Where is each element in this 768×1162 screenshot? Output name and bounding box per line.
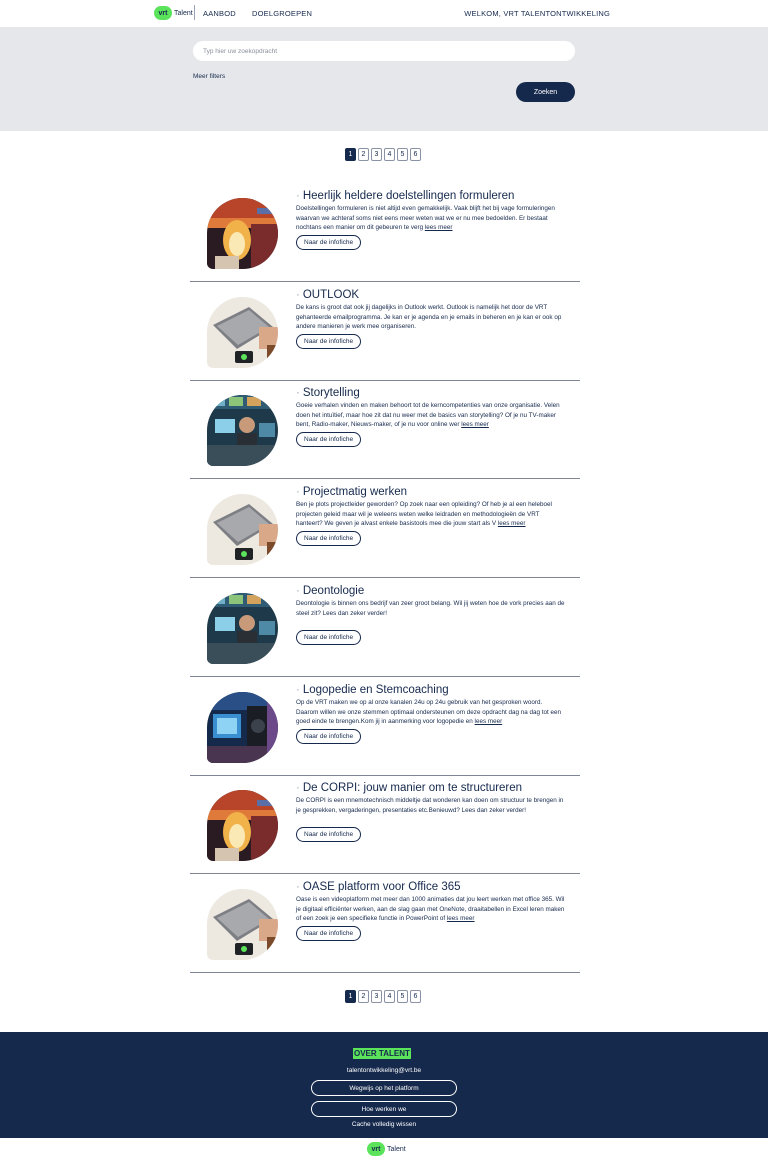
list-item: [190, 282, 580, 381]
nav-link-aanbod[interactable]: AANBOD: [203, 9, 236, 18]
studio-icon[interactable]: [207, 593, 278, 664]
list-item: [190, 183, 580, 282]
page-button-4[interactable]: 4: [384, 148, 395, 161]
footer-title: OVER TALENT: [354, 1049, 410, 1058]
infofiche-button[interactable]: Naar de infofiche: [296, 334, 361, 349]
item-description: [296, 500, 566, 529]
page-button-2[interactable]: 2: [358, 148, 369, 161]
infofiche-button[interactable]: Naar de infofiche: [296, 630, 361, 645]
infofiche-button[interactable]: Naar de infofiche: [296, 827, 361, 842]
list-item: [190, 380, 580, 479]
pagination-bottom: [345, 990, 421, 1003]
item-description-text: Doelstellingen formuleren is niet altijd even gemakkelijk. Vaak blijft het bij vage formuleringen waarvan we achteraf soms niet eens meer weten wat we er nu mee bedoelden. Er bestaat nochtans een manier om dit gebeuren te verg: [296, 205, 555, 232]
page-button-3[interactable]: 3: [371, 990, 382, 1003]
page-button-4[interactable]: 4: [384, 990, 395, 1003]
item-description-text: De kans is groot dat ook jij dagelijks in Outlook werkt. Outlook is namelijk het door de VRT gehanteerde emailprogramma. Je kan er je agenda en je emails in beheren en je kan er ook op andere manieren je werk mee organiseren.: [296, 304, 562, 331]
logo-text: Talent: [174, 9, 193, 17]
infofiche-button[interactable]: Naar de infofiche: [296, 432, 361, 447]
search-section: [0, 27, 768, 131]
bottom-logo[interactable]: [367, 1142, 406, 1156]
list-item: [190, 874, 580, 973]
welcome-user-link[interactable]: WELKOM, VRT TALENTONTWIKKELING: [464, 9, 610, 18]
infofiche-button[interactable]: Naar de infofiche: [296, 235, 361, 250]
item-description: [296, 698, 566, 727]
pagination-top: [345, 148, 421, 161]
page-button-1[interactable]: 1: [345, 148, 356, 161]
list-item: [190, 677, 580, 776]
footer-email-link[interactable]: talentontwikkeling@vrt.be: [346, 1067, 422, 1074]
item-description-text: Goeie verhalen vinden en maken behoort tot de kerncompetenties van onze organisatie. Velen doen het intuïtief, maar hoe zit dat nu weer met de basics van storytelling? Of je nu TV-maker bent, Radio-maker, Nieuws-maker, of je nu voor online wer: [296, 402, 560, 429]
item-description: [296, 303, 566, 332]
item-description: [296, 796, 566, 815]
read-more-link[interactable]: lees meer: [446, 915, 475, 923]
read-more-link[interactable]: lees meer: [474, 718, 503, 726]
item-description: [296, 895, 566, 924]
item-title[interactable]: · OASE platform voor Office 365: [296, 881, 461, 893]
page-button-1[interactable]: 1: [345, 990, 356, 1003]
search-button[interactable]: Zoeken: [516, 82, 575, 102]
item-title[interactable]: · Deontologie: [296, 585, 364, 597]
item-description-text: De CORPI is een mnemotechnisch middeltje dat wonderen kan doen om structuur te brengen in je gesprekken, vergaderingen, presentaties etc.Benieuwd? Lees dan zeker verder!: [296, 797, 564, 814]
logo-text: Talent: [387, 1145, 406, 1153]
infofiche-button[interactable]: Naar de infofiche: [296, 531, 361, 546]
top-header: [0, 0, 768, 27]
item-title[interactable]: · De CORPI: jouw manier om te structureren: [296, 782, 522, 794]
platform-guide-button[interactable]: Wegwijs op het platform: [311, 1080, 457, 1096]
camera-icon[interactable]: [207, 692, 278, 763]
item-description-text: Ben je plots projectleider geworden? Op zoek naar een opleiding? Of heb je al een heleboel projecten geleid maar wil je weleens weten welke leidraden en methodologieën de VRT hanteert? We geven je alvast enkele basistools mee die jouw start als V: [296, 501, 552, 528]
footer: [0, 1032, 768, 1138]
list-item: [190, 479, 580, 578]
search-input[interactable]: [193, 41, 575, 61]
flames-icon[interactable]: [207, 198, 278, 269]
page-button-6[interactable]: 6: [410, 148, 421, 161]
vrt-logo-badge: vrt: [154, 6, 172, 20]
item-title[interactable]: · Storytelling: [296, 387, 360, 399]
vrt-logo-badge: vrt: [367, 1142, 385, 1156]
page-button-5[interactable]: 5: [397, 990, 408, 1003]
item-title[interactable]: · Projectmatig werken: [296, 486, 407, 498]
studio-icon[interactable]: [207, 395, 278, 466]
more-filters-link[interactable]: Meer filters: [193, 73, 226, 80]
item-description-text: Deontologie is binnen ons bedrijf van zeer groot belang. Wil jij weten hoe de vork precies aan de steel zit? Lees dan zeker verder!: [296, 600, 565, 617]
item-description: [296, 401, 566, 430]
page-button-2[interactable]: 2: [358, 990, 369, 1003]
item-description-text: Oase is een videoplatform met meer dan 1000 animaties dat jou leert werken met office 365. Wil je digitaal efficiënter werken, aan de slag gaan met OneNote, draaitabellen in Excel leren maken of een zoek je een specifieke functie in PowerPoint of: [296, 896, 565, 923]
flames-icon[interactable]: [207, 790, 278, 861]
item-divider: [190, 972, 580, 973]
page-button-5[interactable]: 5: [397, 148, 408, 161]
item-title[interactable]: · Logopedie en Stemcoaching: [296, 684, 449, 696]
laptop-icon[interactable]: [207, 889, 278, 960]
item-title[interactable]: · Heerlijk heldere doelstellingen formuleren: [296, 190, 514, 202]
read-more-link[interactable]: lees meer: [424, 224, 453, 232]
page-button-6[interactable]: 6: [410, 990, 421, 1003]
laptop-icon[interactable]: [207, 494, 278, 565]
page-button-3[interactable]: 3: [371, 148, 382, 161]
header-divider: [194, 5, 195, 20]
list-item: [190, 578, 580, 677]
clear-cache-link[interactable]: Cache volledig wissen: [351, 1121, 417, 1128]
item-description: [296, 599, 566, 618]
infofiche-button[interactable]: Naar de infofiche: [296, 729, 361, 744]
read-more-link[interactable]: lees meer: [461, 421, 489, 429]
laptop-icon[interactable]: [207, 297, 278, 368]
item-title[interactable]: · OUTLOOK: [296, 289, 359, 301]
list-item: [190, 775, 580, 874]
item-description-text: Op de VRT maken we op al onze kanalen 24u op 24u gebruik van het gesproken woord. Daarom willen we onze stemmen optimaal ondersteunen om deze opdracht dag na dag tot een goed einde te brengen.Kom jij in aanmerking voor logopedie en: [296, 699, 561, 726]
read-more-link[interactable]: lees meer: [497, 520, 526, 528]
nav-link-doelgroepen[interactable]: DOELGROEPEN: [252, 9, 313, 18]
vrt-talent-logo[interactable]: [154, 6, 193, 20]
how-we-work-button[interactable]: Hoe werken we: [311, 1101, 457, 1117]
item-description: [296, 204, 566, 233]
infofiche-button[interactable]: Naar de infofiche: [296, 926, 361, 941]
